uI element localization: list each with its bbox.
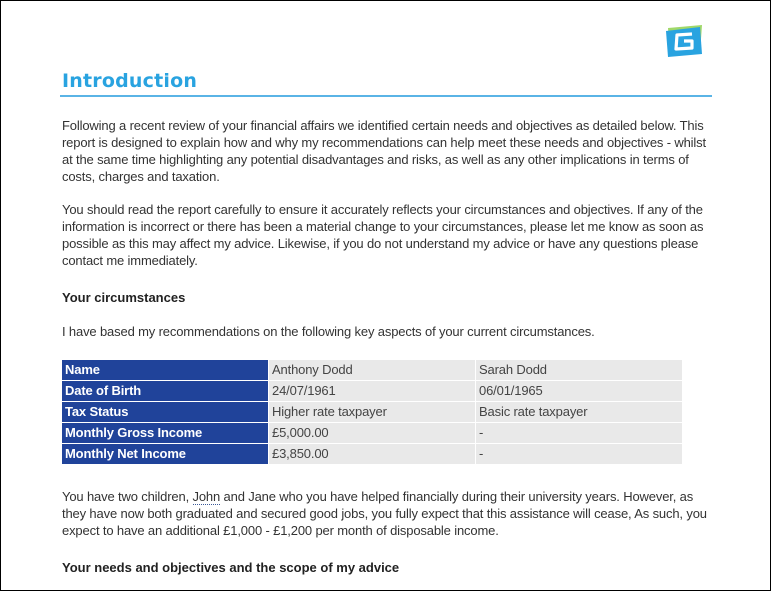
row-label: Monthly Net Income <box>62 444 269 465</box>
client1-value: Anthony Dodd <box>269 360 476 381</box>
table-row <box>62 360 683 381</box>
client1-value: £5,000.00 <box>269 423 476 444</box>
section-heading-circumstances: Your circumstances <box>62 290 186 305</box>
circumstances-intro: I have based my recommendations on the following key aspects of your current circumstances. <box>62 324 595 339</box>
table-row <box>62 402 683 423</box>
client1-value: £3,850.00 <box>269 444 476 465</box>
table-row <box>62 423 683 444</box>
client2-value: Sarah Dodd <box>476 360 683 381</box>
client2-value: Basic rate taxpayer <box>476 402 683 423</box>
client2-value: - <box>476 444 683 465</box>
title-divider <box>60 95 712 97</box>
table-row <box>62 381 683 402</box>
row-label: Monthly Gross Income <box>62 423 269 444</box>
row-label: Tax Status <box>62 402 269 423</box>
client1-value: 24/07/1961 <box>269 381 476 402</box>
row-label: Date of Birth <box>62 381 269 402</box>
intro-paragraph-1: Following a recent review of your financial affairs we identified certain needs and objectives as detailed below. This report is designed to explain how and why my recommendations can help meet these needs and objectives - whilst at the same time highlighting any potential disadvantages and risks, as well as any other implications in terms of costs, charges and taxation. <box>62 118 706 184</box>
client2-value: 06/01/1965 <box>476 381 683 402</box>
client2-value: - <box>476 423 683 444</box>
page-title: Introduction <box>62 70 198 92</box>
brand-logo-icon <box>664 23 706 59</box>
client1-value: Higher rate taxpayer <box>269 402 476 423</box>
children-text-start: You have two children, <box>62 489 193 504</box>
children-paragraph <box>62 488 710 539</box>
circumstances-table <box>61 359 683 465</box>
children-text-end: and Jane who you have helped financially during their university years. However, as they have now both graduated and secured good jobs, you fully expect that this assistance will cease, As such, you expect to have an additional £1,000 - £1,200 per month of disposable income. <box>62 489 707 538</box>
intro-paragraph-2: You should read the report carefully to ensure it accurately reflects your circumstances and objectives. If any of the information is incorrect or there has been a material change to your circumstances, please let me know as soon as possible as this may affect my advice. Likewise, if you do not understand my advice or have any questions please contact me immediately. <box>62 202 704 268</box>
row-label: Name <box>62 360 269 381</box>
section-heading-needs: Your needs and objectives and the scope of my advice <box>62 560 400 575</box>
table-row <box>62 444 683 465</box>
child-name-john: John <box>192 489 221 504</box>
